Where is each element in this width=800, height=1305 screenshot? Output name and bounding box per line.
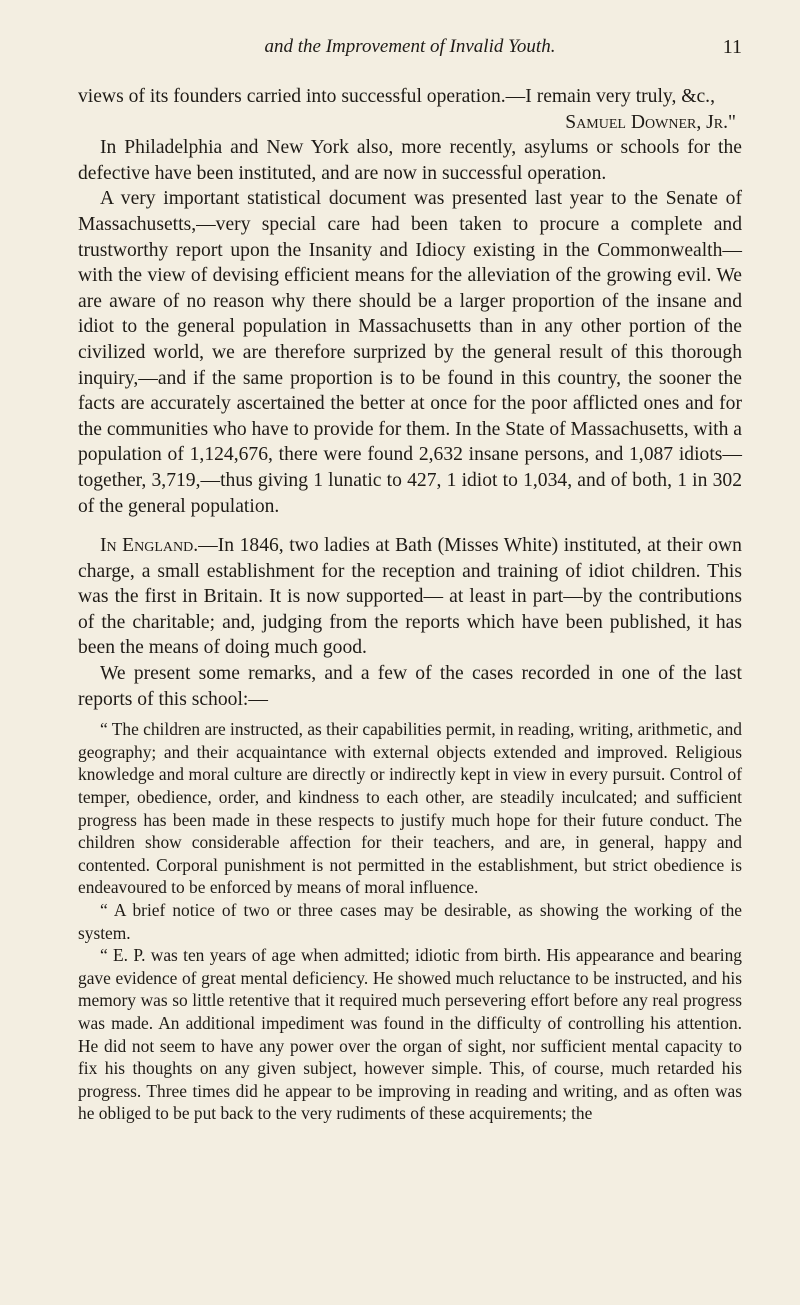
paragraph-closing-letter [78, 84, 742, 110]
paragraph-remarks-intro: We present some remarks, and a few of the cases recorded in one of the last reports of this school:— [78, 663, 742, 710]
running-head [78, 36, 742, 66]
section-lead-in: In England. [100, 535, 199, 557]
running-head-title: and the Improvement of Invalid Youth. [264, 36, 556, 57]
paragraph-massachusetts: A very important statistical document was presented last year to the Senate of Massachusetts,—very special care had been taken to procure a complete and trustworthy report upon the Insanity and Idiocy existing in the Commonwealth—with the view of devising efficient means for the alleviation of the growing evil. We are aware of no reason why there should be a larger proportion of the insane and idiot to the general population in Massachusetts than in any other portion of the civilized world, we are therefore surprized by the general result of this thorough inquiry,—and if the same proportion is to be found in this country, the sooner the facts are accurately ascertained the better at once for the poor afflicted ones and for the communities who have to provide for them. In the State of Massachusetts, with a population of 1,124,676, there were found 2,632 insane persons, and 1,087 idiots—together, 3,719,—thus giving 1 lunatic to 427, 1 idiot to 1,034, and of both, 1 in 302 of the general population. [78, 188, 742, 517]
paragraph-england [78, 533, 742, 661]
england-text: —In 1846, two ladies at Bath (Misses White) instituted, at their own charge, a small establishment for the reception and training of idiot children. This was the first in Britain. It is now supported— at least in part—by the contributions of the charitable; and, judging from the reports which have been published, it has been the means of doing much good. [78, 535, 742, 659]
body-text [78, 84, 742, 712]
signature: Samuel Downer, Jr." [565, 111, 736, 133]
quote-paragraph-2: “ A brief notice of two or three cases may be desirable, as showing the working of the system. [78, 900, 742, 943]
quote-paragraph-3: “ E. P. was ten years of age when admitted; idiotic from birth. His appearance and bearing gave evidence of great mental deficiency. He showed much reluctance to be instructed, and his memory was so little retentive that it required much persevering effort before any real progress was made. An additional impediment was found in the difficulty of controlling his attention. He did not seem to have any power over the organ of sight, nor sufficient mental capacity to fix his thoughts on any given subject, however simple. This, of course, much retarded his progress. Three times did he appear to be improving in reading and writing, and as often was he obliged to be put back to the very rudiments of these acquirements; the [78, 945, 742, 1124]
quoted-report [78, 718, 742, 1125]
paragraph-philadelphia: In Philadelphia and New York also, more recently, asylums or schools for the defective have been instituted, and are now in successful operation. [78, 137, 742, 184]
closing-letter-text: views of its founders carried into successful operation.—I remain very truly, &c., [78, 86, 715, 107]
page-number: 11 [722, 36, 742, 58]
quote-paragraph-1: “ The children are instructed, as their capabilities permit, in reading, writing, arithmetic, and geography; and their acquaintance with external objects extended and improved. Religious knowledge and moral culture are directly or indirectly kept in view in every pursuit. Control of temper, obedience, order, and kindness to each other, are steadily inculcated; and sufficient progress has been made in these respects to justify much hope for their future conduct. The children show considerable affection for their teachers, and are, in general, happy and contented. Corporal punishment is not permitted in the establishment, but strict obedience is endeavoured to be enforced by means of moral influence. [78, 719, 742, 898]
signature-line [78, 110, 742, 136]
